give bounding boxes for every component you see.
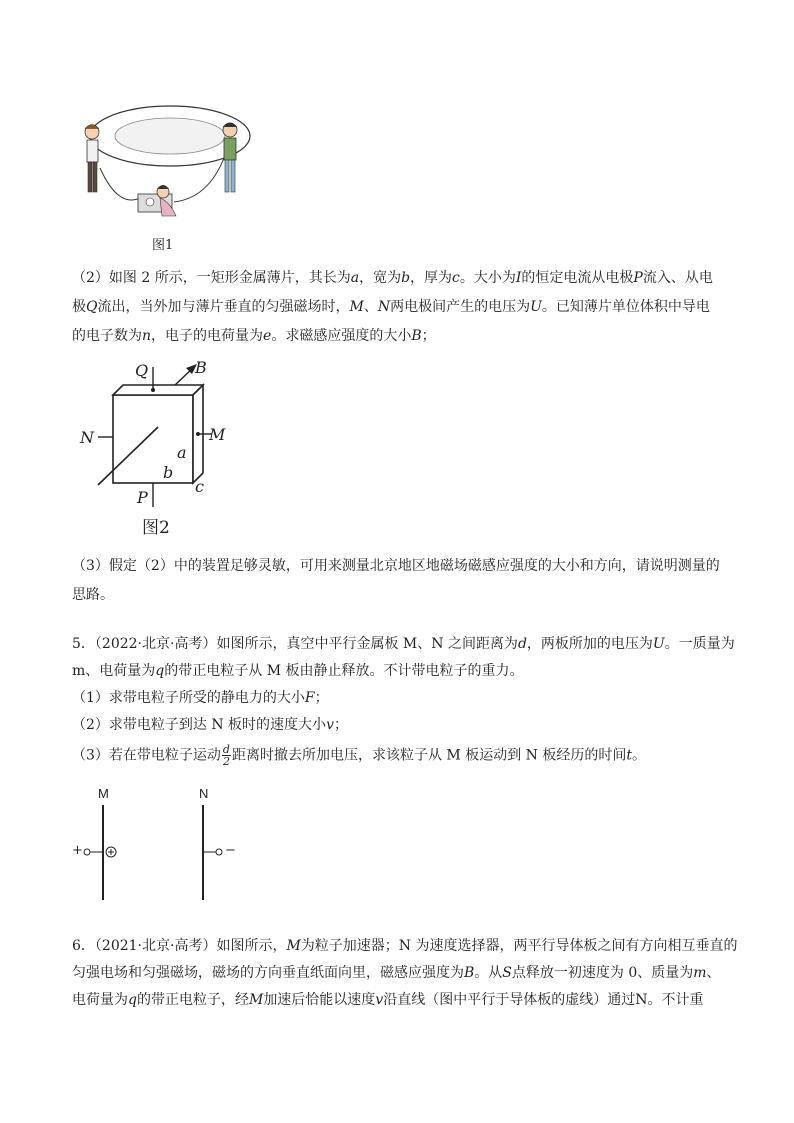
q5-part1: （1）求带电粒子所受的静电力的大小F；: [72, 690, 329, 706]
fig2-label-b-width: b: [163, 463, 174, 482]
fig2-label-c: c: [195, 477, 204, 496]
plate-top-face: [113, 385, 203, 395]
fig5-label-n: N: [199, 786, 209, 801]
q4-part2-line1: （2）如图 2 所示，一矩形金属薄片，其长为a，宽为b，厚为c。大小为I的恒定电流从电极P流入、从电: [72, 270, 713, 286]
plate-front-face: [113, 395, 193, 483]
q5-line2: m、电荷量为q的带正电粒子从 M 板由静止释放。不计带电粒子的重力。: [72, 663, 524, 679]
fig2-label-n: N: [80, 428, 94, 447]
fig5-minus-terminal: −: [225, 843, 236, 858]
figure5-parallel-plates: [68, 805, 248, 905]
figure1-caption: 图1: [152, 238, 174, 253]
q5-part3: （3）若在带电粒子运动 $\frac{d}{2}$ 距离时撤去所加电压，求该粒子从 M 板运动到 N 板经历的时间t。: [72, 743, 646, 768]
q4-part3-line2: 思路。: [72, 587, 114, 603]
fig2-label-q: Q: [135, 361, 149, 380]
fig2-label-p: P: [137, 488, 148, 507]
q5-line1: 5．（2022·北京·高考）如图所示，真空中平行金属板 M、N 之间距离为d，两板所加的电压为U。一质量为: [72, 636, 735, 652]
q6-line2: 匀强电场和匀强磁场，磁场的方向垂直纸面向里，磁感应强度为B。从S点释放一初速度为 0、质量为m、: [72, 965, 721, 981]
q6-line1: 6．（2021·北京·高考）如图所示，M为粒子加速器；N 为速度选择器，两平行导体板之间有方向相互垂直的: [72, 938, 738, 954]
figure2-caption: 图2: [142, 518, 170, 538]
q4-part3-line1: （3）假定（2）中的装置足够灵敏，可用来测量北京地区地磁场磁感应强度的大小和方向，请说明测量的: [72, 558, 720, 574]
fig2-label-b: B: [195, 358, 207, 377]
left-person-body: [87, 140, 98, 162]
q6-line3: 电荷量为q的带正电粒子，经M加速后恰能以速度v沿直线（图中平行于导体板的虚线）通过N。不计重: [72, 992, 704, 1008]
q5-part2: （2）求带电粒子到达 N 板时的速度大小v；: [72, 717, 348, 733]
q4-part2-line3: 的电子数为n，电子的电荷量为e。求磁感应强度的大小B；: [72, 328, 436, 344]
fig2-label-m: M: [209, 425, 226, 444]
q4-part2-line2: 极Q流出，当外加与薄片垂直的匀强磁场时，M、N两电极间产生的电压为U。已知薄片单位体积中导电: [72, 299, 710, 315]
fig5-label-m: M: [98, 786, 109, 801]
fig5-plus-terminal: +: [72, 843, 83, 858]
right-person-body: [224, 138, 236, 160]
rope-loop-inner: [115, 118, 225, 154]
fraction-d-over-2: $\frac{d}{2}$: [222, 743, 230, 768]
figure1-illustration: [78, 98, 258, 228]
fig2-label-a: a: [177, 443, 187, 462]
